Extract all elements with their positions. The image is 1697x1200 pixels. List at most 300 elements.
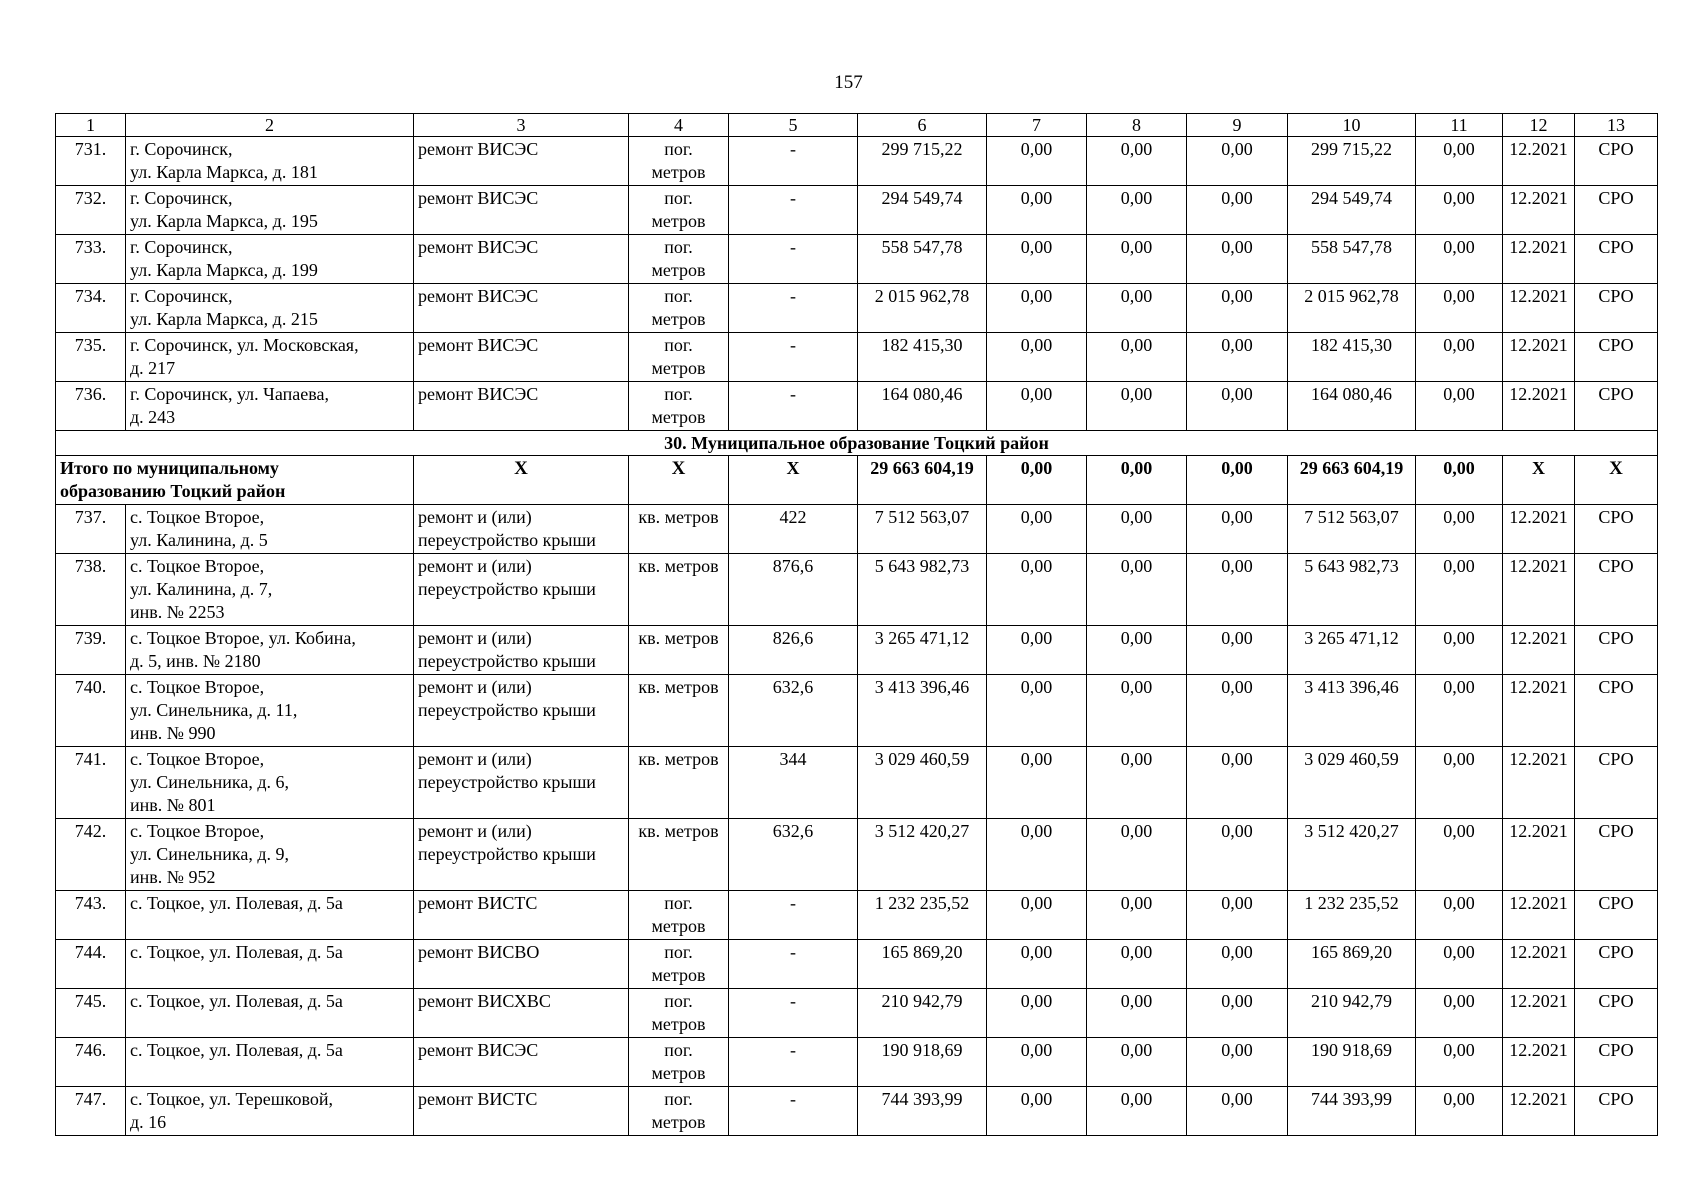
value-cell-11: 0,00	[1416, 235, 1503, 284]
total-label-line: Итого по муниципальному	[60, 458, 279, 478]
work-type-cell	[414, 235, 629, 284]
unit-line: пог.	[664, 335, 693, 355]
quantity-cell: 826,6	[729, 626, 858, 675]
deadline-cell: 12.2021	[1503, 1087, 1575, 1136]
row-number-cell: 745.	[56, 989, 126, 1038]
unit-cell	[629, 747, 729, 819]
total-cell-7: 0,00	[987, 456, 1087, 505]
quantity-cell: 632,6	[729, 819, 858, 891]
unit-line: пог.	[664, 188, 693, 208]
deadline-cell: 12.2021	[1503, 626, 1575, 675]
work-type-cell	[414, 137, 629, 186]
value-cell-8: 0,00	[1087, 1087, 1187, 1136]
value-cell-11: 0,00	[1416, 333, 1503, 382]
value-cell-11: 0,00	[1416, 747, 1503, 819]
work-type-line: ремонт ВИСЭС	[418, 188, 539, 208]
value-cell-8: 0,00	[1087, 284, 1187, 333]
quantity-cell: 876,6	[729, 554, 858, 626]
table-row	[56, 940, 1658, 989]
table-row	[56, 1038, 1658, 1087]
value-cell-8: 0,00	[1087, 989, 1187, 1038]
work-type-line: ремонт ВИСЭС	[418, 139, 539, 159]
fund-cost-cell: 165 869,20	[1288, 940, 1416, 989]
quantity-cell: 344	[729, 747, 858, 819]
unit-line: метров	[651, 162, 706, 182]
value-cell-7: 0,00	[987, 1087, 1087, 1136]
deadline-cell: 12.2021	[1503, 235, 1575, 284]
unit-line: метров	[651, 1063, 706, 1083]
row-number-cell: 743.	[56, 891, 126, 940]
fund-cost-cell: 182 415,30	[1288, 333, 1416, 382]
unit-line: метров	[651, 309, 706, 329]
address-line: д. 16	[130, 1112, 167, 1132]
quantity-cell: 632,6	[729, 675, 858, 747]
value-cell-11: 0,00	[1416, 137, 1503, 186]
table-body	[56, 114, 1658, 1136]
deadline-cell: 12.2021	[1503, 554, 1575, 626]
address-cell	[126, 505, 414, 554]
address-line: инв. № 952	[130, 867, 216, 887]
value-cell-8: 0,00	[1087, 626, 1187, 675]
value-cell-8: 0,00	[1087, 940, 1187, 989]
work-type-line: ремонт и (или)	[418, 677, 532, 697]
address-line: г. Сорочинск,	[130, 286, 233, 306]
value-cell-11: 0,00	[1416, 382, 1503, 431]
quantity-cell: -	[729, 1038, 858, 1087]
value-cell-7: 0,00	[987, 940, 1087, 989]
unit-cell	[629, 1038, 729, 1087]
value-cell-7: 0,00	[987, 1038, 1087, 1087]
total-cost-cell: 744 393,99	[858, 1087, 987, 1136]
row-number-cell: 747.	[56, 1087, 126, 1136]
total-cell-9: 0,00	[1187, 456, 1288, 505]
organization-cell: СРО	[1575, 554, 1658, 626]
organization-cell: СРО	[1575, 1038, 1658, 1087]
total-cost-cell: 558 547,78	[858, 235, 987, 284]
work-type-cell	[414, 989, 629, 1038]
value-cell-9: 0,00	[1187, 554, 1288, 626]
address-line: с. Тоцкое, ул. Полевая, д. 5а	[130, 893, 343, 913]
address-line: инв. № 801	[130, 795, 216, 815]
fund-cost-cell: 744 393,99	[1288, 1087, 1416, 1136]
deadline-cell: 12.2021	[1503, 891, 1575, 940]
table-row	[56, 819, 1658, 891]
column-header: 13	[1575, 114, 1658, 137]
quantity-cell: -	[729, 137, 858, 186]
value-cell-9: 0,00	[1187, 819, 1288, 891]
work-type-line: переустройство крыши	[418, 651, 596, 671]
quantity-cell: -	[729, 989, 858, 1038]
unit-line: метров	[651, 1014, 706, 1034]
row-number-cell: 736.	[56, 382, 126, 431]
organization-cell: СРО	[1575, 333, 1658, 382]
table-row	[56, 989, 1658, 1038]
unit-cell	[629, 675, 729, 747]
value-cell-9: 0,00	[1187, 235, 1288, 284]
organization-cell: СРО	[1575, 137, 1658, 186]
value-cell-7: 0,00	[987, 747, 1087, 819]
row-number-cell: 746.	[56, 1038, 126, 1087]
address-line: г. Сорочинск, ул. Чапаева,	[130, 384, 329, 404]
address-cell	[126, 747, 414, 819]
address-line: ул. Калинина, д. 5	[130, 530, 268, 550]
address-cell	[126, 989, 414, 1038]
address-cell	[126, 891, 414, 940]
unit-line: пог.	[664, 139, 693, 159]
fund-cost-cell: 210 942,79	[1288, 989, 1416, 1038]
column-header: 1	[56, 114, 126, 137]
quantity-cell: -	[729, 333, 858, 382]
value-cell-9: 0,00	[1187, 137, 1288, 186]
section-title: 30. Муниципальное образование Тоцкий район	[56, 431, 1658, 456]
deadline-cell: 12.2021	[1503, 819, 1575, 891]
value-cell-7: 0,00	[987, 333, 1087, 382]
fund-cost-cell: 558 547,78	[1288, 235, 1416, 284]
quantity-cell: 422	[729, 505, 858, 554]
value-cell-11: 0,00	[1416, 675, 1503, 747]
value-cell-9: 0,00	[1187, 186, 1288, 235]
total-cell-11: 0,00	[1416, 456, 1503, 505]
address-cell	[126, 675, 414, 747]
row-number-cell: 744.	[56, 940, 126, 989]
work-type-line: ремонт ВИСХВС	[418, 991, 551, 1011]
organization-cell: СРО	[1575, 891, 1658, 940]
work-type-line: ремонт ВИСВО	[418, 942, 540, 962]
column-header: 12	[1503, 114, 1575, 137]
unit-line: кв. метров	[638, 628, 719, 648]
fund-cost-cell: 299 715,22	[1288, 137, 1416, 186]
value-cell-8: 0,00	[1087, 747, 1187, 819]
value-cell-8: 0,00	[1087, 554, 1187, 626]
table-row	[56, 137, 1658, 186]
table-row	[56, 505, 1658, 554]
unit-line: метров	[651, 965, 706, 985]
unit-line: пог.	[664, 1089, 693, 1109]
table-row	[56, 382, 1658, 431]
total-cost-cell: 3 265 471,12	[858, 626, 987, 675]
unit-cell	[629, 989, 729, 1038]
unit-cell	[629, 554, 729, 626]
value-cell-7: 0,00	[987, 137, 1087, 186]
value-cell-9: 0,00	[1187, 626, 1288, 675]
value-cell-9: 0,00	[1187, 333, 1288, 382]
address-line: г. Сорочинск,	[130, 188, 233, 208]
address-cell	[126, 626, 414, 675]
total-cell-6: 29 663 604,19	[858, 456, 987, 505]
column-header: 4	[629, 114, 729, 137]
value-cell-11: 0,00	[1416, 186, 1503, 235]
value-cell-7: 0,00	[987, 505, 1087, 554]
address-line: г. Сорочинск, ул. Московская,	[130, 335, 359, 355]
address-line: ул. Калинина, д. 7,	[130, 579, 273, 599]
value-cell-11: 0,00	[1416, 1038, 1503, 1087]
unit-cell	[629, 891, 729, 940]
work-type-line: переустройство крыши	[418, 844, 596, 864]
row-number-cell: 731.	[56, 137, 126, 186]
value-cell-9: 0,00	[1187, 1038, 1288, 1087]
work-type-cell	[414, 819, 629, 891]
fund-cost-cell: 7 512 563,07	[1288, 505, 1416, 554]
value-cell-9: 0,00	[1187, 1087, 1288, 1136]
address-line: с. Тоцкое, ул. Полевая, д. 5а	[130, 942, 343, 962]
table-row	[56, 235, 1658, 284]
work-type-line: переустройство крыши	[418, 579, 596, 599]
organization-cell: СРО	[1575, 186, 1658, 235]
fund-cost-cell: 190 918,69	[1288, 1038, 1416, 1087]
address-cell	[126, 382, 414, 431]
value-cell-7: 0,00	[987, 186, 1087, 235]
total-cost-cell: 7 512 563,07	[858, 505, 987, 554]
address-line: инв. № 2253	[130, 602, 225, 622]
work-type-cell	[414, 940, 629, 989]
total-label-line: образованию Тоцкий район	[60, 481, 286, 501]
fund-cost-cell: 3 265 471,12	[1288, 626, 1416, 675]
address-cell	[126, 137, 414, 186]
value-cell-7: 0,00	[987, 819, 1087, 891]
organization-cell: СРО	[1575, 626, 1658, 675]
value-cell-11: 0,00	[1416, 989, 1503, 1038]
table-row	[56, 186, 1658, 235]
address-line: д. 217	[130, 358, 176, 378]
row-number-cell: 735.	[56, 333, 126, 382]
work-type-line: переустройство крыши	[418, 772, 596, 792]
value-cell-8: 0,00	[1087, 675, 1187, 747]
work-type-line: ремонт ВИСТС	[418, 1089, 538, 1109]
work-type-cell	[414, 186, 629, 235]
address-line: ул. Синельника, д. 11,	[130, 700, 298, 720]
organization-cell: СРО	[1575, 284, 1658, 333]
work-type-line: ремонт ВИСЭС	[418, 384, 539, 404]
value-cell-11: 0,00	[1416, 940, 1503, 989]
work-type-line: ремонт ВИСТС	[418, 893, 538, 913]
section-header-row	[56, 431, 1658, 456]
organization-cell: СРО	[1575, 989, 1658, 1038]
total-cost-cell: 165 869,20	[858, 940, 987, 989]
address-line: с. Тоцкое, ул. Полевая, д. 5а	[130, 991, 343, 1011]
fund-cost-cell: 294 549,74	[1288, 186, 1416, 235]
organization-cell: СРО	[1575, 747, 1658, 819]
total-cost-cell: 5 643 982,73	[858, 554, 987, 626]
work-type-cell	[414, 675, 629, 747]
row-number-cell: 739.	[56, 626, 126, 675]
value-cell-9: 0,00	[1187, 891, 1288, 940]
row-number-cell: 742.	[56, 819, 126, 891]
total-cost-cell: 182 415,30	[858, 333, 987, 382]
address-line: ул. Синельника, д. 6,	[130, 772, 290, 792]
fund-cost-cell: 2 015 962,78	[1288, 284, 1416, 333]
unit-line: метров	[651, 358, 706, 378]
value-cell-11: 0,00	[1416, 626, 1503, 675]
total-cell-4: X	[629, 456, 729, 505]
total-cell-10: 29 663 604,19	[1288, 456, 1416, 505]
organization-cell: СРО	[1575, 675, 1658, 747]
work-type-line: переустройство крыши	[418, 700, 596, 720]
unit-cell	[629, 235, 729, 284]
value-cell-9: 0,00	[1187, 747, 1288, 819]
deadline-cell: 12.2021	[1503, 1038, 1575, 1087]
address-line: инв. № 990	[130, 723, 216, 743]
value-cell-7: 0,00	[987, 235, 1087, 284]
quantity-cell: -	[729, 891, 858, 940]
table-row	[56, 554, 1658, 626]
column-header-row	[56, 114, 1658, 137]
unit-line: кв. метров	[638, 677, 719, 697]
work-type-line: ремонт и (или)	[418, 821, 532, 841]
address-cell	[126, 1087, 414, 1136]
work-type-cell	[414, 333, 629, 382]
address-line: с. Тоцкое Второе,	[130, 749, 265, 769]
address-line: с. Тоцкое Второе,	[130, 821, 265, 841]
unit-line: пог.	[664, 991, 693, 1011]
unit-line: кв. метров	[638, 556, 719, 576]
address-line: с. Тоцкое Второе,	[130, 507, 265, 527]
deadline-cell: 12.2021	[1503, 505, 1575, 554]
deadline-cell: 12.2021	[1503, 747, 1575, 819]
value-cell-9: 0,00	[1187, 505, 1288, 554]
work-type-line: ремонт ВИСЭС	[418, 1040, 539, 1060]
value-cell-8: 0,00	[1087, 891, 1187, 940]
deadline-cell: 12.2021	[1503, 382, 1575, 431]
register-table	[55, 113, 1658, 1136]
deadline-cell: 12.2021	[1503, 186, 1575, 235]
deadline-cell: 12.2021	[1503, 989, 1575, 1038]
total-cell-13: X	[1575, 456, 1658, 505]
address-cell	[126, 186, 414, 235]
value-cell-8: 0,00	[1087, 505, 1187, 554]
value-cell-7: 0,00	[987, 554, 1087, 626]
fund-cost-cell: 3 512 420,27	[1288, 819, 1416, 891]
address-line: с. Тоцкое, ул. Полевая, д. 5а	[130, 1040, 343, 1060]
row-number-cell: 741.	[56, 747, 126, 819]
deadline-cell: 12.2021	[1503, 940, 1575, 989]
total-label-cell	[56, 456, 414, 505]
deadline-cell: 12.2021	[1503, 675, 1575, 747]
address-line: г. Сорочинск,	[130, 139, 233, 159]
unit-cell	[629, 137, 729, 186]
value-cell-8: 0,00	[1087, 137, 1187, 186]
fund-cost-cell: 5 643 982,73	[1288, 554, 1416, 626]
unit-line: метров	[651, 211, 706, 231]
total-row	[56, 456, 1658, 505]
value-cell-8: 0,00	[1087, 186, 1187, 235]
organization-cell: СРО	[1575, 382, 1658, 431]
value-cell-9: 0,00	[1187, 382, 1288, 431]
address-cell	[126, 940, 414, 989]
address-line: ул. Карла Маркса, д. 195	[130, 211, 318, 231]
quantity-cell: -	[729, 284, 858, 333]
unit-cell	[629, 333, 729, 382]
row-number-cell: 737.	[56, 505, 126, 554]
value-cell-11: 0,00	[1416, 1087, 1503, 1136]
column-header: 3	[414, 114, 629, 137]
organization-cell: СРО	[1575, 819, 1658, 891]
address-line: ул. Карла Маркса, д. 181	[130, 162, 318, 182]
table-row	[56, 675, 1658, 747]
value-cell-9: 0,00	[1187, 940, 1288, 989]
quantity-cell: -	[729, 940, 858, 989]
quantity-cell: -	[729, 1087, 858, 1136]
value-cell-11: 0,00	[1416, 891, 1503, 940]
unit-line: метров	[651, 260, 706, 280]
unit-cell	[629, 186, 729, 235]
unit-line: кв. метров	[638, 507, 719, 527]
value-cell-11: 0,00	[1416, 819, 1503, 891]
work-type-line: ремонт и (или)	[418, 507, 532, 527]
row-number-cell: 738.	[56, 554, 126, 626]
work-type-line: ремонт и (или)	[418, 749, 532, 769]
value-cell-8: 0,00	[1087, 235, 1187, 284]
work-type-cell	[414, 554, 629, 626]
unit-line: пог.	[664, 286, 693, 306]
total-cell-5: X	[729, 456, 858, 505]
unit-line: пог.	[664, 893, 693, 913]
total-cost-cell: 1 232 235,52	[858, 891, 987, 940]
column-header: 7	[987, 114, 1087, 137]
address-line: г. Сорочинск,	[130, 237, 233, 257]
unit-line: метров	[651, 407, 706, 427]
total-cost-cell: 3 029 460,59	[858, 747, 987, 819]
deadline-cell: 12.2021	[1503, 284, 1575, 333]
unit-cell	[629, 505, 729, 554]
table-row	[56, 747, 1658, 819]
address-line: с. Тоцкое Второе,	[130, 556, 265, 576]
value-cell-9: 0,00	[1187, 989, 1288, 1038]
organization-cell: СРО	[1575, 235, 1658, 284]
column-header: 6	[858, 114, 987, 137]
value-cell-7: 0,00	[987, 382, 1087, 431]
work-type-cell	[414, 382, 629, 431]
address-line: д. 243	[130, 407, 176, 427]
total-cost-cell: 164 080,46	[858, 382, 987, 431]
total-cell-3: X	[414, 456, 629, 505]
value-cell-9: 0,00	[1187, 284, 1288, 333]
value-cell-8: 0,00	[1087, 819, 1187, 891]
address-cell	[126, 333, 414, 382]
value-cell-7: 0,00	[987, 675, 1087, 747]
unit-line: метров	[651, 1112, 706, 1132]
work-type-line: ремонт ВИСЭС	[418, 286, 539, 306]
value-cell-11: 0,00	[1416, 505, 1503, 554]
total-cell-8: 0,00	[1087, 456, 1187, 505]
total-cost-cell: 2 015 962,78	[858, 284, 987, 333]
work-type-line: переустройство крыши	[418, 530, 596, 550]
address-line: с. Тоцкое Второе, ул. Кобина,	[130, 628, 356, 648]
value-cell-8: 0,00	[1087, 1038, 1187, 1087]
quantity-cell: -	[729, 186, 858, 235]
fund-cost-cell: 1 232 235,52	[1288, 891, 1416, 940]
organization-cell: СРО	[1575, 940, 1658, 989]
unit-cell	[629, 626, 729, 675]
work-type-cell	[414, 284, 629, 333]
deadline-cell: 12.2021	[1503, 333, 1575, 382]
column-header: 8	[1087, 114, 1187, 137]
total-cost-cell: 190 918,69	[858, 1038, 987, 1087]
column-header: 5	[729, 114, 858, 137]
value-cell-11: 0,00	[1416, 554, 1503, 626]
deadline-cell: 12.2021	[1503, 137, 1575, 186]
row-number-cell: 732.	[56, 186, 126, 235]
total-cost-cell: 3 413 396,46	[858, 675, 987, 747]
work-type-line: ремонт ВИСЭС	[418, 237, 539, 257]
table-row	[56, 626, 1658, 675]
work-type-cell	[414, 1038, 629, 1087]
work-type-cell	[414, 505, 629, 554]
total-cost-cell: 299 715,22	[858, 137, 987, 186]
total-cost-cell: 294 549,74	[858, 186, 987, 235]
address-line: с. Тоцкое Второе,	[130, 677, 265, 697]
table-row	[56, 1087, 1658, 1136]
value-cell-7: 0,00	[987, 989, 1087, 1038]
